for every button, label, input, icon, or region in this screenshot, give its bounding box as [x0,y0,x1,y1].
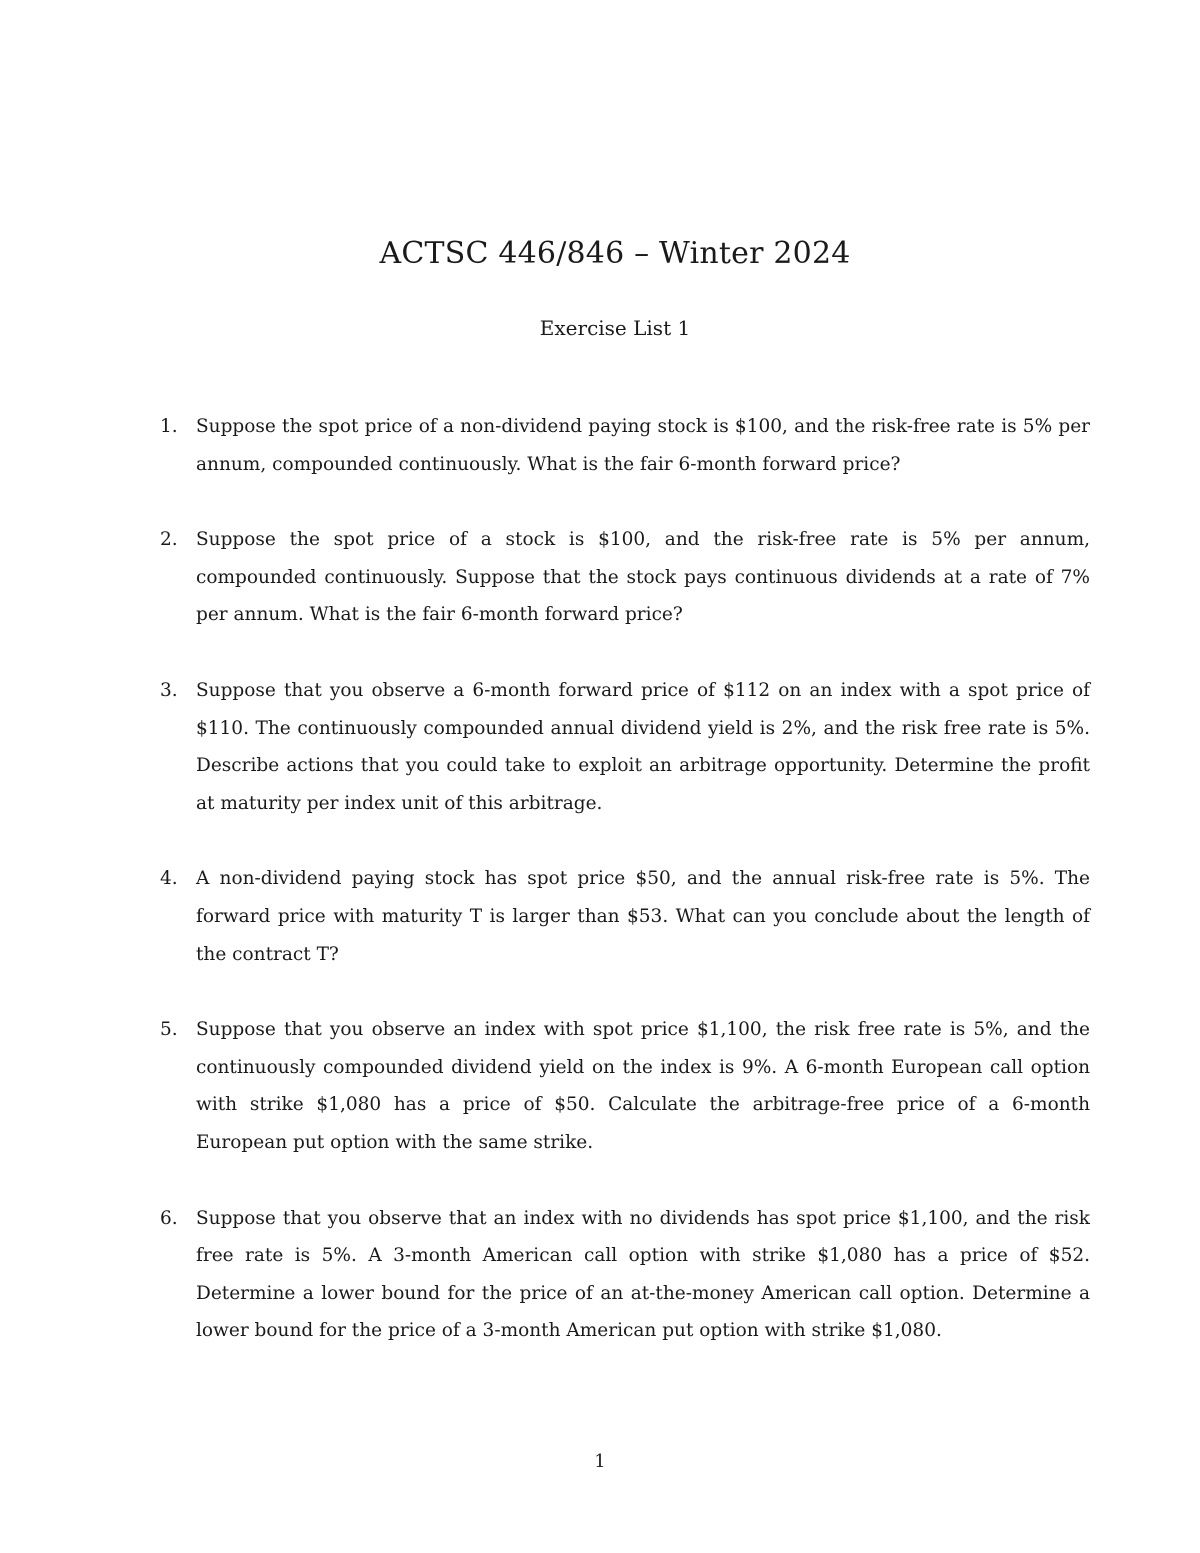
exercise-number: 6. [160,1207,178,1229]
document-title: ACTSC 446/846 – Winter 2024 [379,236,851,271]
exercise-number: 2. [160,529,178,551]
exercise-text: Suppose the spot price of a stock is $100, and the risk-free rate is 5% per annum, compounded continuously. Suppose that the stock pays continuous dividends at a rate of 7% per annum. What is the fair 6-month forward price? [196,529,1090,626]
exercise-text: Suppose that you observe an index with spot price $1,100, the risk free rate is 5%, and the continuously compounded dividend yield on the index is 9%. A 6-month European call option with strike $1,080 has a price of $50. Calculate the arbitrage-free price of a 6-month European put option with the same strike. [196,1019,1090,1153]
exercise-item [160,672,1090,822]
exercise-text: Suppose that you observe that an index with no dividends has spot price $1,100, and the risk free rate is 5%. A 3-month American call option with strike $1,080 has a price of $52. Determine a lower bound for the price of an at-the-money American call option. Determine a lower bound for the price of a 3-month American put option with strike $1,080. [196,1207,1090,1342]
exercise-number: 1. [160,416,178,437]
exercise-item [160,521,1090,634]
exercise-number: 4. [160,868,178,890]
exercise-text: A non-dividend paying stock has spot price $50, and the annual risk-free rate is 5%. The forward price with maturity T is larger than $53. What can you conclude about the length of the contract T? [196,868,1090,965]
exercise-list [160,408,1090,1388]
page-number: 1 [594,1451,606,1472]
exercise-item [160,1200,1090,1350]
exercise-text: Suppose the spot price of a non-dividend paying stock is $100, and the risk-free rate is 5% per annum, compounded continuously. What is the fair 6-month forward price? [196,416,1090,475]
exercise-number: 5. [160,1019,178,1041]
exercise-item [160,408,1090,483]
exercise-number: 3. [160,679,178,701]
exercise-item [160,860,1090,973]
exercise-item [160,1011,1090,1161]
exercise-text: Suppose that you observe a 6-month forward price of $112 on an index with a spot price of $110. The continuously compounded annual dividend yield is 2%, and the risk free rate is 5%. Describe actions that you could take to exploit an arbitrage opportunity. Determine the profit at maturity per index unit of this arbitrage. [196,679,1090,814]
document-subtitle: Exercise List 1 [539,316,691,340]
